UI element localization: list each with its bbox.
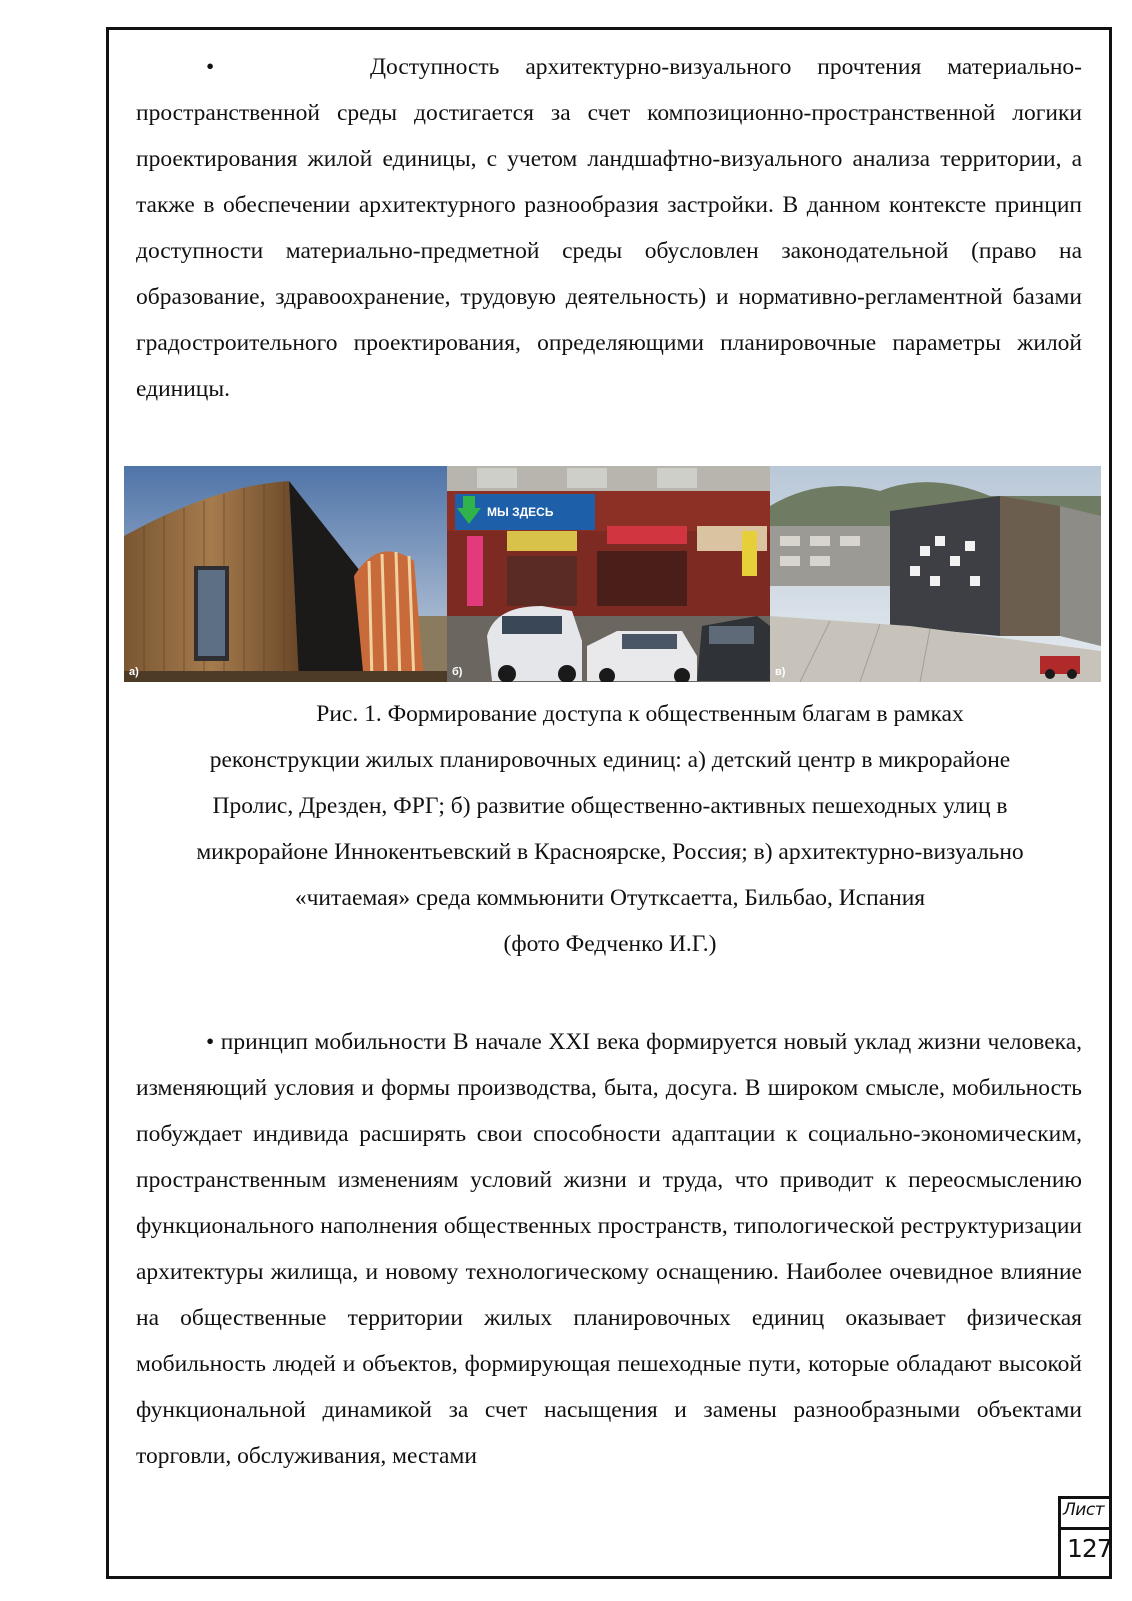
photo-label-b: б) [452,666,463,678]
caption-line: реконструкции жилых планировочных единиц: а) детский центр в микрорайоне [209,747,1011,773]
sheet-stamp [1058,1496,1112,1579]
paragraph-accessibility-text: Доступность архитектурно-визуального прочтения материально-пространственной среды достигается за счет композиционно-пространственной логики проектирования жилой единицы, с учетом ландшафтно-визуального анализа территории, а также в обеспечении архитектурного разнообразия застройки. В данном контексте принцип доступности материально-предметной среды обусловлен законодательной (право на образование, здравоохранение, трудовую деятельность) и нормативно-регламентной базами градостроительного проектирования, определяющими планировочные параметры жилой единицы. [136,54,1082,402]
photo-label-c: в) [775,666,786,678]
caption-line: «читаемая» среда коммьюнити Отутксаетта, Бильбао, Испания [294,885,926,911]
photo-children-center [124,466,447,682]
page-number: 127 [1067,1534,1112,1563]
figure-photos [124,466,1101,682]
paragraph-accessibility [136,44,1082,412]
sheet-label: Лист [1063,1500,1105,1520]
caption-line: микрорайоне Иннокентьевский в Красноярске, Россия; в) архитектурно-визуально [196,839,1024,865]
bullet-mark: • [206,1029,215,1055]
paragraph-mobility [136,1019,1082,1479]
caption-line: Пролис, Дрезден, ФРГ; б) развитие общественно-активных пешеходных улиц в [212,793,1008,819]
photo-community-bilbao [770,466,1101,682]
paragraph-mobility-text: принцип мобильности В начале XXI века формируется новый уклад жизни человека, изменяющий условия и формы производства, быта, досуга. В широком смысле, мобильность побуждает индивида расширять свои способности адаптации к социально-экономическим, пространственным изменениям условий жизни и труда, что приводит к переосмыслению функционального наполнения общественных пространств, типологической реструктуризации архитектуры жилища, и новому технологическому оснащению. Наиболее очевидное влияние на общественные территории жилых планировочных единиц оказывает физическая мобильность людей и объектов, формирующая пешеходные пути, которые обладают высокой функциональной динамикой за счет насыщения и замены разнообразными объектами торговли, обслуживания, местами [136,1029,1083,1469]
caption-photo-credit: (фото Федченко И.Г.) [503,931,717,957]
caption-line: Рис. 1. Формирование доступа к общественным благам в рамках [316,701,964,727]
bullet-mark: • [206,54,215,80]
photo-pedestrian-street [447,466,770,682]
stamp-divider [1061,1527,1112,1530]
sign-text: МЫ ЗДЕСЬ [487,505,554,519]
figure-caption [130,691,1090,967]
photo-label-a: а) [129,666,139,678]
